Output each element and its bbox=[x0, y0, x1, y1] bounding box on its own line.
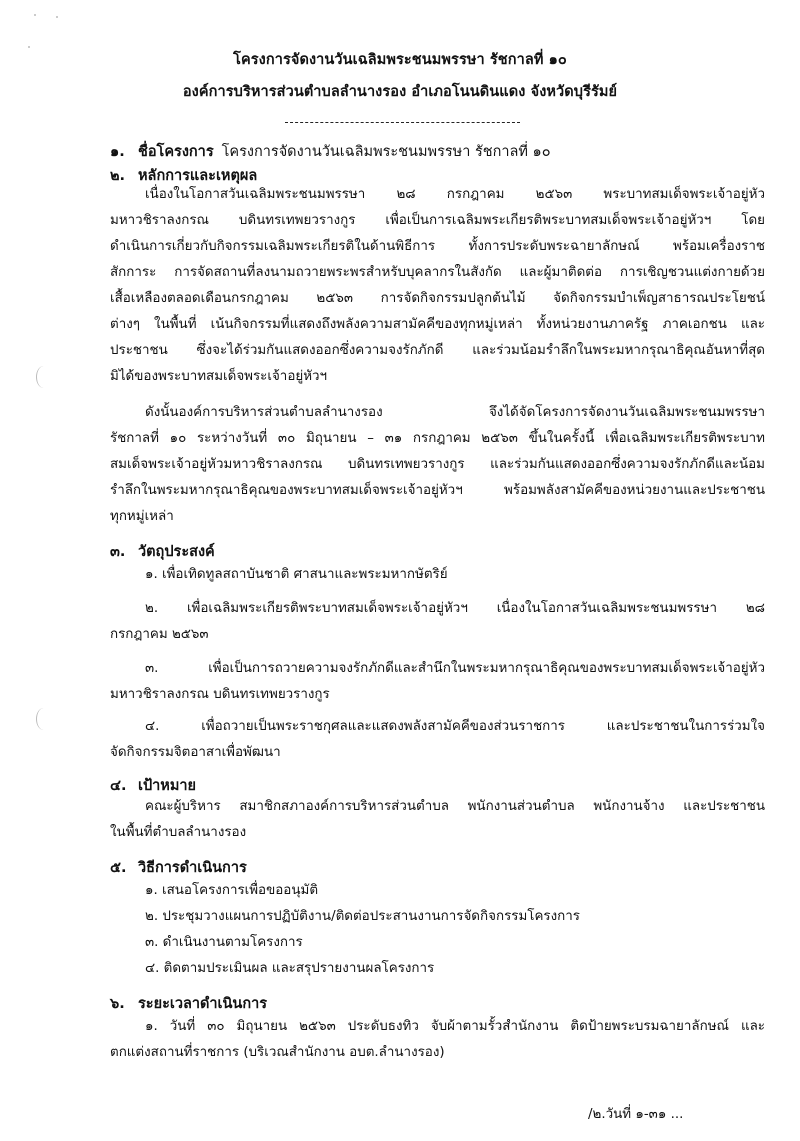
paragraph-line: มิได้ของพระบาทสมเด็จพระเจ้าอยู่หัวฯ bbox=[110, 369, 328, 384]
paragraph-line: รัชกาลที่ ๑๐ ระหว่างวันที่ ๓๐ มิถุนายน – ๓๑ กรกฎาคม ๒๕๖๓ ขึ้นในครั้งนี้ เพื่อเฉลิมพระเกียรติพระบาท bbox=[110, 431, 765, 446]
section-number: ๔. bbox=[110, 778, 127, 794]
project-name: โครงการจัดงานวันเฉลิมพระชนมพรรษา รัชกาลที่ ๑๐ bbox=[221, 144, 551, 160]
scan-speck bbox=[56, 16, 58, 18]
section-2-heading bbox=[110, 164, 257, 187]
scan-speck bbox=[34, 14, 36, 16]
schedule-line: ตกแต่งสถานที่ราชการ (บริเวณสำนักงาน อบต.ลำนางรอง) bbox=[110, 1045, 445, 1060]
objective-item: ๔. เพื่อถวายเป็นพระราชกุศลและแสดงพลังสามัคคีของส่วนราชการ และประชาชนในการร่วมใจ bbox=[145, 719, 765, 734]
document-subtitle: องค์การบริหารส่วนตำบลลำนางรอง อำเภอโนนดินแดง จังหวัดบุรีรัมย์ bbox=[182, 84, 618, 100]
section-1-heading bbox=[110, 140, 551, 163]
section-title: เป้าหมาย bbox=[138, 778, 197, 794]
method-item: ๓. ดำเนินงานตามโครงการ bbox=[145, 935, 303, 950]
paragraph-line: มหาวชิราลงกรณ บดินทรเทพยวรางกูร เพื่อเป็นการเฉลิมพระเกียรติพระบาทสมเด็จพระเจ้าอยู่หัวฯ โดย bbox=[110, 213, 765, 228]
method-item: ๒. ประชุมวางแผนการปฏิบัติงาน/ติดต่อประสานงานการจัดกิจกรรมโครงการ bbox=[145, 909, 580, 924]
section-number: ๕. bbox=[110, 860, 127, 876]
objective-item: ๑. เพื่อเทิดทูลสถาบันชาติ ศาสนาและพระมหากษัตริย์ bbox=[145, 567, 448, 582]
objective-item-cont: มหาวชิราลงกรณ บดินทรเทพยวรางกูร bbox=[110, 687, 330, 702]
objective-item-cont: กรกฎาคม ๒๕๖๓ bbox=[110, 627, 209, 642]
method-item: ๔. ติดตามประเมินผล และสรุปรายงานผลโครงการ bbox=[145, 961, 435, 976]
section-5-heading bbox=[110, 856, 247, 879]
section-number: ๓. bbox=[110, 544, 126, 560]
section-title: วัตถุประสงค์ bbox=[138, 544, 215, 560]
paragraph-line: เนื่องในโอกาสวันเฉลิมพระชนมพรรษา ๒๘ กรกฎาคม ๒๕๖๓ พระบาทสมเด็จพระเจ้าอยู่หัว bbox=[145, 187, 765, 202]
punch-hole-mark bbox=[36, 366, 51, 388]
objective-item: ๒. เพื่อเฉลิมพระเกียรติพระบาทสมเด็จพระเจ้าอยู่หัวฯ เนื่องในโอกาสวันเฉลิมพระชนมพรรษา ๒๘ bbox=[145, 601, 765, 616]
paragraph-line: ประชาชน ซึ่งจะได้ร่วมกันแสดงออกซึ่งความจงรักภักดี และร่วมน้อมรำลึกในพระมหากรุณาธิคุณอันหาที่สุด bbox=[110, 343, 765, 358]
section-3-heading bbox=[110, 540, 215, 563]
punch-hole-mark bbox=[36, 708, 51, 730]
section-6-heading bbox=[110, 992, 267, 1015]
section-4-heading bbox=[110, 774, 196, 797]
paragraph-line: สักการะ การจัดสถานที่ลงนามถวายพระพรสำหรับบุคลากรในสังกัด และผู้มาติดต่อ การเชิญชวนแต่งกายด้วย bbox=[110, 265, 765, 280]
paragraph-line: เสื้อเหลืองตลอดเดือนกรกฎาคม ๒๕๖๓ การจัดกิจกรรมปลูกต้นไม้ จัดกิจกรรมบำเพ็ญสาธารณประโยชน์ bbox=[110, 291, 765, 306]
section-number: ๒. bbox=[110, 168, 126, 184]
target-line: ในพื้นที่ตำบลลำนางรอง bbox=[110, 825, 247, 840]
paragraph-line: ต่างๆ ในพื้นที่ เน้นกิจกรรมที่แสดงถึงพลังความสามัคคีของทุกหมู่เหล่า ทั้งหน่วยงานภาครัฐ ภาคเอกชน และ bbox=[110, 317, 765, 332]
objective-item: ๓. เพื่อเป็นการถวายความจงรักภักดีและสำนึกในพระมหากรุณาธิคุณของพระบาทสมเด็จพระเจ้าอยู่หัว bbox=[145, 661, 765, 676]
paragraph-line: สมเด็จพระเจ้าอยู่หัวมหาวชิราลงกรณ บดินทรเทพยวรางกูร และร่วมกันแสดงออกซึ่งความจงรักภักดีและน้อม bbox=[110, 457, 765, 472]
method-item: ๑. เสนอโครงการเพื่อขออนุมัติ bbox=[145, 883, 319, 898]
section-number: ๑. bbox=[110, 144, 125, 160]
title-divider bbox=[285, 122, 520, 123]
page-continuation: /๒.วันที่ ๑-๓๑ ... bbox=[588, 1107, 684, 1122]
section-title: ระยะเวลาดำเนินการ bbox=[138, 996, 268, 1012]
paragraph-line: ทุกหมู่เหล่า bbox=[110, 509, 174, 524]
paragraph-line: รำลึกในพระมหากรุณาธิคุณของพระบาทสมเด็จพระเจ้าอยู่หัวฯ พร้อมพลังสามัคคีของหน่วยงานและประชาชน bbox=[110, 483, 765, 498]
schedule-line: ๑. วันที่ ๓๐ มิถุนายน ๒๕๖๓ ประดับธงทิว จับผ้าตามรั้วสำนักงาน ติดป้ายพระบรมฉายาลักษณ์ และ bbox=[145, 1019, 765, 1034]
section-title: ชื่อโครงการ bbox=[138, 144, 214, 160]
paragraph-line: ดำเนินการเกี่ยวกับกิจกรรมเฉลิมพระเกียรติในด้านพิธีการ ทั้งการประดับพระฉายาลักษณ์ พร้อมเครื่องราช bbox=[110, 239, 765, 254]
section-title: วิธีการดำเนินการ bbox=[138, 860, 247, 876]
paragraph-line: ดังนั้นองค์การบริหารส่วนตำบลลำนางรอง จึงได้จัดโครงการจัดงานวันเฉลิมพระชนมพรรษา bbox=[145, 405, 765, 420]
objective-item-cont: จัดกิจกรรมจิตอาสาเพื่อพัฒนา bbox=[110, 745, 281, 760]
target-line: คณะผู้บริหาร สมาชิกสภาองค์การบริหารส่วนตำบล พนักงานส่วนตำบล พนักงานจ้าง และประชาชน bbox=[145, 799, 765, 814]
section-number: ๖. bbox=[110, 996, 125, 1012]
document-title: โครงการจัดงานวันเฉลิมพระชนมพรรษา รัชกาลที่ ๑๐ bbox=[233, 52, 567, 68]
section-title: หลักการและเหตุผล bbox=[138, 168, 258, 184]
